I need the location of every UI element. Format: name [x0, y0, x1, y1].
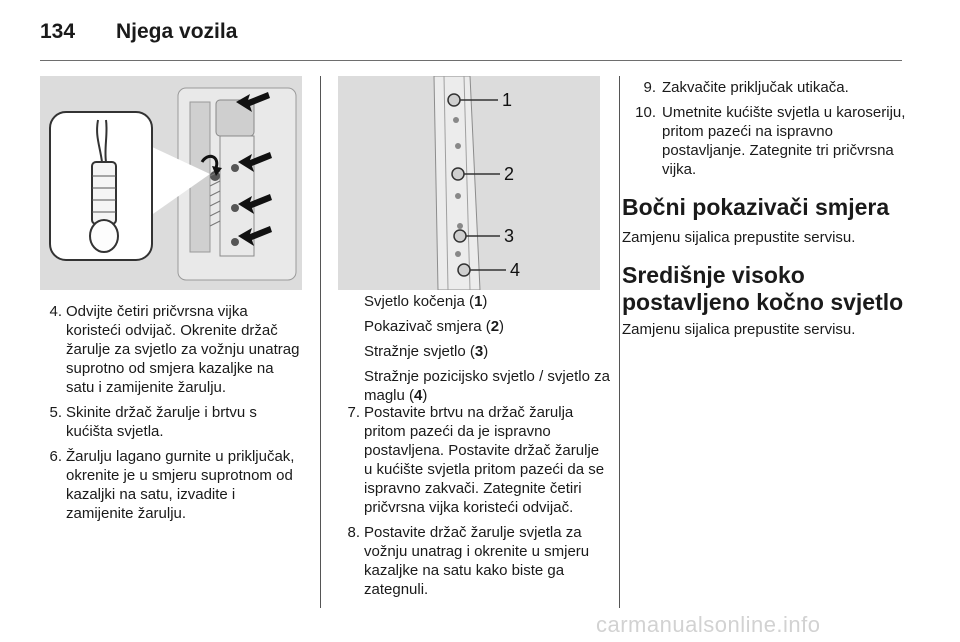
- legend-item: Svjetlo kočenja (1): [364, 293, 488, 310]
- section-text-brake-light: Zamjenu sijalica prepustite servisu.: [622, 321, 856, 338]
- list-item: 7. Postavite brtvu na držač žarulja pritom pazeći da je ispravno postavljena. Postavite držač žarulje u kućište svjetla pritom pazeći da se ispravno zakvači. Zategnite četiri pričvrsna vijka koristeći odvijač.: [347, 404, 605, 516]
- rear-light-illustration: [338, 76, 600, 290]
- bulb-holder-illustration: [40, 76, 302, 290]
- steps-list-col1: [40, 302, 302, 529]
- list-item: 10. Umetnite kućište svjetla u karoseriju, pritom pazeći na ispravno postavljanje. Zategnite tri pričvrsna vijka.: [635, 104, 906, 178]
- page-header: [40, 16, 920, 56]
- steps-list-col3: [622, 78, 912, 185]
- section-heading-brake-light-line2: postavljeno kočno svjetlo: [622, 289, 904, 315]
- callout-label-4: 4: [510, 260, 521, 280]
- section-heading-side-indicators: Bočni pokazivači smjera: [622, 194, 890, 220]
- list-item: 4. Odvijte četiri pričvrsna vijka koristeći odvijač. Okrenite držač žarulje za svjetlo za vožnju unatrag suprotno od smjera kazaljke na satu i zamijenite žarulju.: [49, 303, 300, 396]
- legend-item: Stražnje svjetlo (3): [364, 343, 489, 360]
- column-divider-2: [619, 76, 620, 608]
- list-item: 8. Postavite držač žarulje svjetla za vožnju unatrag i okrenite u smjeru kazaljke na satu kako biste ga zategnuli.: [347, 524, 590, 598]
- list-item: 6. Žarulju lagano gurnite u priključak, okrenite je u smjeru suprotnom od kazaljki na satu, izvadite i zamijenite žarulju.: [49, 448, 295, 522]
- list-item: 9. Zakvačite priključak utikača.: [643, 79, 849, 96]
- legend-item: Pokazivač smjera (2): [364, 318, 505, 335]
- light-legend: [364, 292, 610, 411]
- column-divider-1: [320, 76, 321, 608]
- callout-label-3: 3: [504, 226, 515, 246]
- watermark: carmanualsonline.info: [596, 612, 821, 637]
- section-text-side-indicators: Zamjenu sijalica prepustite servisu.: [622, 229, 856, 246]
- callout-label-2: 2: [504, 164, 515, 184]
- callout-label-1: 1: [502, 90, 513, 110]
- steps-list-col2: [338, 403, 608, 605]
- page-title: Njega vozila: [116, 20, 238, 43]
- list-item: 5. Skinite držač žarulje i brtvu s kućišta svjetla.: [49, 404, 257, 440]
- legend-item: Stražnje pozicijsko svjetlo / svjetlo za maglu (4): [364, 368, 610, 404]
- page-number: 134: [40, 20, 76, 43]
- section-heading-brake-light-line1: Središnje visoko: [622, 262, 805, 288]
- header-rule: [40, 60, 902, 61]
